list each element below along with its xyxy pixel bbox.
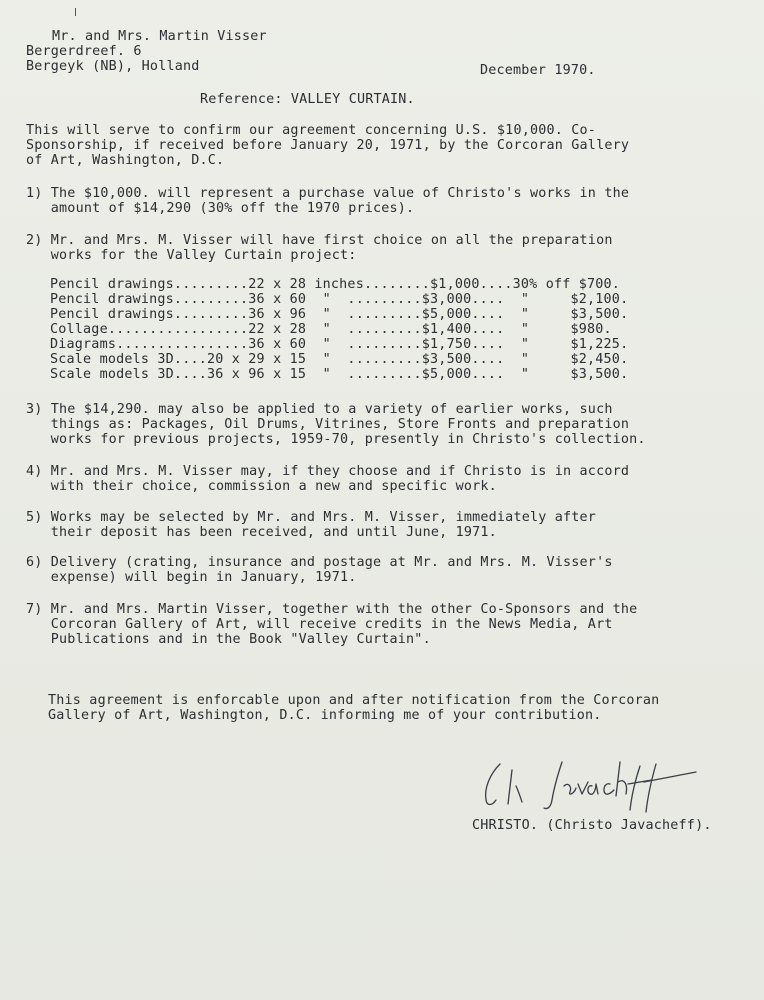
works-table-row: Pencil drawings.........22 x 28 inches........$1,000....30% off $700. bbox=[50, 277, 621, 292]
clause-2-line: 2) Mr. and Mrs. M. Visser will have first choice on all the preparation bbox=[26, 233, 613, 248]
works-table-row: Pencil drawings.........36 x 60 " .........$3,000.... " $2,100. bbox=[50, 292, 629, 307]
closing-line: Gallery of Art, Washington, D.C. informing me of your contribution. bbox=[48, 708, 602, 723]
works-table-row: Collage.................22 x 28 " .........$1,400.... " $980. bbox=[50, 322, 612, 337]
addressee-name: Mr. and Mrs. Martin Visser bbox=[52, 29, 267, 44]
clause-3-line: 3) The $14,290. may also be applied to a variety of earlier works, such bbox=[26, 402, 613, 417]
works-table-row: Pencil drawings.........36 x 96 " .........$5,000.... " $3,500. bbox=[50, 307, 629, 322]
clause-6-line: 6) Delivery (crating, insurance and postage at Mr. and Mrs. M. Visser's bbox=[26, 555, 613, 570]
clause-3-line: things as: Packages, Oil Drums, Vitrines, Store Fronts and preparation bbox=[26, 417, 630, 432]
clause-4-line: with their choice, commission a new and specific work. bbox=[26, 479, 497, 494]
clause-5-line: 5) Works may be selected by Mr. and Mrs. M. Visser, immediately after bbox=[26, 510, 597, 525]
clause-7-line: 7) Mr. and Mrs. Martin Visser, together with the other Co-Sponsors and the bbox=[26, 602, 638, 617]
address-city: Bergeyk (NB), Holland bbox=[26, 59, 200, 74]
letter-date: December 1970. bbox=[480, 63, 596, 78]
reference-line: Reference: VALLEY CURTAIN. bbox=[200, 92, 415, 107]
signature-name: CHRISTO. (Christo Javacheff). bbox=[472, 818, 712, 833]
clause-1-line: 1) The $10,000. will represent a purchase value of Christo's works in the bbox=[26, 186, 630, 201]
intro-line: of Art, Washington, D.C. bbox=[26, 153, 225, 168]
clause-7-line: Corcoran Gallery of Art, will receive credits in the News Media, Art bbox=[26, 617, 613, 632]
works-table-row: Scale models 3D....20 x 29 x 15 " .........$3,500.... " $2,450. bbox=[50, 352, 629, 367]
clause-5-line: their deposit has been received, and until June, 1971. bbox=[26, 525, 497, 540]
clause-2-line: works for the Valley Curtain project: bbox=[26, 248, 357, 263]
works-table-row: Scale models 3D....36 x 96 x 15 " .........$5,000.... " $3,500. bbox=[50, 367, 629, 382]
closing-line: This agreement is enforcable upon and after notification from the Corcoran bbox=[48, 693, 660, 708]
clause-7-line: Publications and in the Book "Valley Curtain". bbox=[26, 632, 431, 647]
margin-mark bbox=[75, 8, 76, 16]
intro-line: This will serve to confirm our agreement concerning U.S. $10,000. Co- bbox=[26, 123, 597, 138]
clause-6-line: expense) will begin in January, 1971. bbox=[26, 570, 357, 585]
address-street: Bergerdreef. 6 bbox=[26, 44, 142, 59]
clause-4-line: 4) Mr. and Mrs. M. Visser may, if they choose and if Christo is in accord bbox=[26, 464, 630, 479]
works-table-row: Diagrams................36 x 60 " .........$1,750.... " $1,225. bbox=[50, 337, 629, 352]
clause-3-line: works for previous projects, 1959-70, presently in Christo's collection. bbox=[26, 432, 646, 447]
clause-1-line: amount of $14,290 (30% off the 1970 prices). bbox=[26, 201, 415, 216]
intro-line: Sponsorship, if received before January 20, 1971, by the Corcoran Gallery bbox=[26, 138, 630, 153]
handwritten-signature bbox=[478, 756, 708, 816]
